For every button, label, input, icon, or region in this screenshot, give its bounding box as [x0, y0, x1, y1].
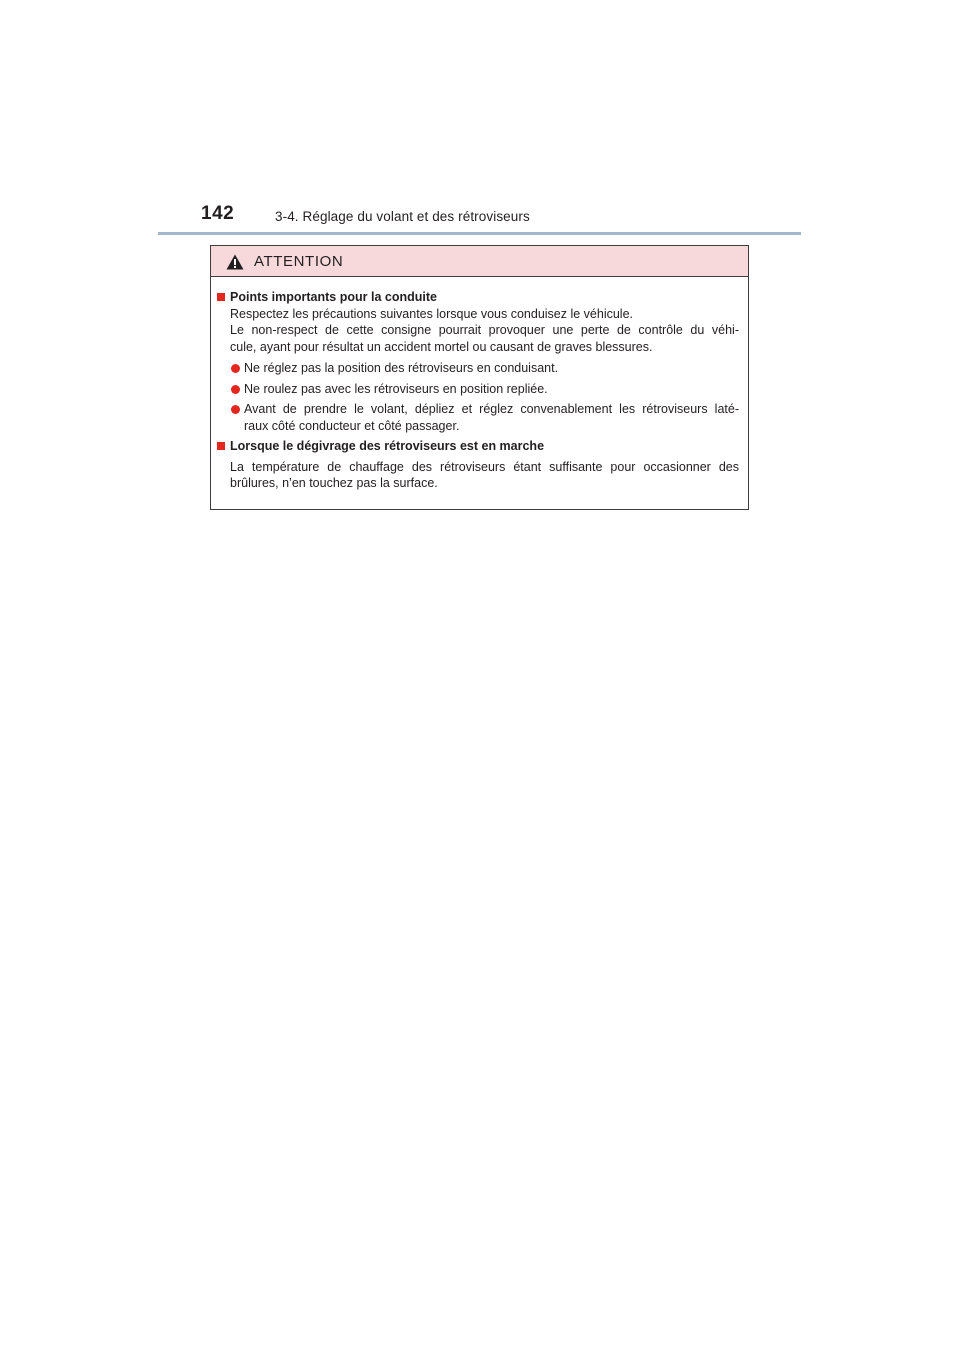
section-title: 3-4. Réglage du volant et des rétroviseurs — [275, 209, 530, 224]
square-bullet-icon — [217, 442, 225, 450]
bullet-item — [244, 360, 739, 377]
circle-bullet-icon — [231, 385, 240, 394]
page-header — [201, 203, 801, 229]
bullet-text: Ne réglez pas la position des rétroviseurs en conduisant. — [244, 361, 559, 375]
page-number: 142 — [201, 203, 235, 224]
paragraph-line: Le non-respect de cette consigne pourrait provoquer une perte de contrôle du véhi- — [230, 323, 739, 337]
item-heading-text: Lorsque le dégivrage des rétroviseurs est en marche — [230, 439, 545, 453]
circle-bullet-icon — [231, 405, 240, 414]
bullet-item — [244, 381, 739, 398]
bullet-item — [244, 401, 739, 434]
header-rule — [158, 232, 801, 235]
paragraph-line: brûlures, n’en touchez pas la surface. — [230, 476, 438, 490]
warning-box — [210, 245, 749, 510]
item-paragraph — [230, 306, 739, 356]
paragraph-line: La température de chauffage des rétroviseurs étant suffisante pour occasionner des — [230, 459, 739, 474]
paragraph-line: cule, ayant pour résultat un accident mortel ou causant de graves blessures. — [230, 339, 653, 354]
warning-header — [211, 246, 748, 277]
item-paragraph — [230, 459, 739, 492]
paragraph-line: Respectez les précautions suivantes lorsque vous conduisez le véhicule. — [230, 306, 634, 321]
square-bullet-icon — [217, 293, 225, 301]
bullet-text: Ne roulez pas avec les rétroviseurs en position repliée. — [244, 381, 548, 396]
warning-triangle-icon — [226, 254, 244, 270]
warning-body — [211, 289, 748, 492]
bullet-text: Avant de prendre le volant, dépliez et réglez convenablement les rétroviseurs laté- — [244, 402, 739, 416]
item-heading — [211, 438, 748, 455]
bullet-text: raux côté conducteur et côté passager. — [244, 418, 460, 433]
warning-title: ATTENTION — [254, 253, 344, 270]
item-heading — [211, 289, 748, 306]
circle-bullet-icon — [231, 364, 240, 373]
item-heading-text: Points importants pour la conduite — [230, 290, 437, 304]
